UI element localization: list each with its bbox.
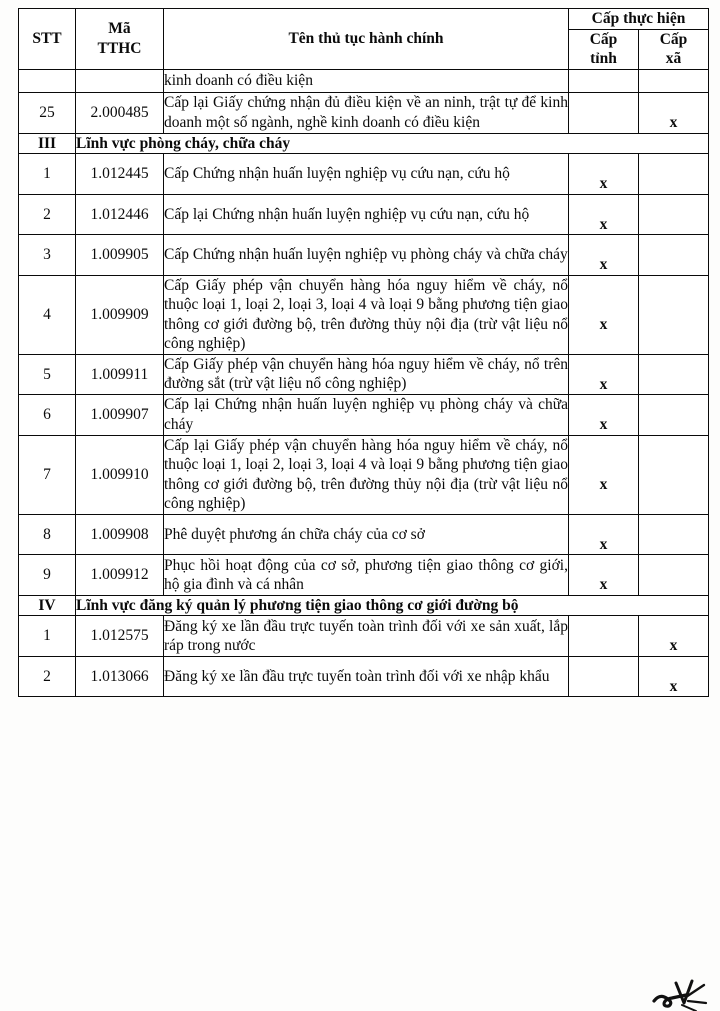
table-body — [19, 69, 709, 697]
cell-cap-xa-mark — [639, 354, 709, 395]
cell-ma-tthc: 1.009908 — [76, 514, 164, 555]
cell-ten-thu-tuc: Phục hồi hoạt động của cơ sở, phương tiện giao thông cơ giới, hộ gia đình và cá nhân — [164, 555, 569, 596]
cell-cap-tinh-mark: x — [569, 514, 639, 555]
cell-ma-tthc: 1.009912 — [76, 555, 164, 596]
header-cap-thuc-hien: Cấp thực hiện — [569, 9, 709, 30]
table-container — [18, 8, 708, 697]
cell-ma-tthc: 1.013066 — [76, 656, 164, 697]
table-row — [19, 435, 709, 514]
table-row — [19, 93, 709, 134]
cell-cap-xa-mark: x — [639, 656, 709, 697]
cell-ten-thu-tuc: Cấp Giấy phép vận chuyển hàng hóa nguy hiểm về cháy, nổ trên đường sắt (trừ vật liệu nổ công nghiệp) — [164, 354, 569, 395]
cell-ten-thu-tuc: Đăng ký xe lần đầu trực tuyến toàn trình đối với xe nhập khẩu — [164, 656, 569, 697]
section-row — [19, 595, 709, 616]
table-row — [19, 656, 709, 697]
table-row — [19, 194, 709, 235]
table-header — [19, 9, 709, 70]
cell-ten-thu-tuc: Cấp Chứng nhận huấn luyện nghiệp vụ phòng cháy và chữa cháy — [164, 235, 569, 276]
cell-cap-tinh-mark: x — [569, 555, 639, 596]
header-stt: STT — [19, 9, 76, 70]
header-ma-tthc — [76, 9, 164, 70]
table-row — [19, 354, 709, 395]
table-row — [19, 555, 709, 596]
cell-ma-tthc: 1.009909 — [76, 275, 164, 354]
cell-stt: 2 — [19, 194, 76, 235]
cell-stt: 5 — [19, 354, 76, 395]
cell-cap-tinh-mark: x — [569, 154, 639, 195]
cell-stt: 8 — [19, 514, 76, 555]
header-cap-tinh-line1: Cấp — [589, 30, 618, 48]
cell-ten-thu-tuc: Cấp lại Chứng nhận huấn luyện nghiệp vụ cứu nạn, cứu hộ — [164, 194, 569, 235]
cell-ma-tthc: 1.009905 — [76, 235, 164, 276]
table-row — [19, 275, 709, 354]
table-row — [19, 616, 709, 657]
header-cap-xa-line2: xã — [665, 50, 682, 68]
cell-cap-xa-mark — [639, 275, 709, 354]
cell-stt: 3 — [19, 235, 76, 276]
cell-ten-thu-tuc: kinh doanh có điều kiện — [164, 69, 569, 93]
cell-cap-xa-mark — [639, 435, 709, 514]
cell-cap-xa-mark — [639, 395, 709, 436]
section-title: Lĩnh vực đăng ký quản lý phương tiện giao thông cơ giới đường bộ — [76, 595, 709, 616]
header-cap-xa — [639, 29, 709, 69]
section-title: Lĩnh vực phòng cháy, chữa cháy — [76, 133, 709, 154]
cell-ma-tthc: 1.012575 — [76, 616, 164, 657]
cell-ma-tthc: 1.012446 — [76, 194, 164, 235]
cell-ten-thu-tuc: Cấp Chứng nhận huấn luyện nghiệp vụ cứu nạn, cứu hộ — [164, 154, 569, 195]
section-roman-numeral: III — [19, 133, 76, 154]
cell-stt: 1 — [19, 154, 76, 195]
cell-cap-tinh-mark — [569, 69, 639, 93]
table-row — [19, 235, 709, 276]
cell-cap-xa-mark — [639, 555, 709, 596]
header-ma-tthc-line1: Mã — [108, 20, 131, 38]
header-cap-tinh — [569, 29, 639, 69]
table-row — [19, 514, 709, 555]
cell-ten-thu-tuc: Đăng ký xe lần đầu trực tuyến toàn trình đối với xe sản xuất, lắp ráp trong nước — [164, 616, 569, 657]
cell-stt — [19, 69, 76, 93]
cell-ma-tthc — [76, 69, 164, 93]
cell-cap-tinh-mark — [569, 656, 639, 697]
cell-cap-tinh-mark: x — [569, 435, 639, 514]
handwritten-ink-mark-icon — [646, 967, 710, 1011]
cell-cap-tinh-mark — [569, 616, 639, 657]
header-row-top — [19, 9, 709, 30]
cell-cap-tinh-mark: x — [569, 395, 639, 436]
table-row — [19, 395, 709, 436]
cell-stt: 25 — [19, 93, 76, 134]
cell-ma-tthc: 1.009910 — [76, 435, 164, 514]
cell-cap-xa-mark — [639, 154, 709, 195]
cell-cap-tinh-mark: x — [569, 235, 639, 276]
cell-cap-xa-mark — [639, 235, 709, 276]
cell-stt: 4 — [19, 275, 76, 354]
table-row-continuation — [19, 69, 709, 93]
cell-ma-tthc: 1.012445 — [76, 154, 164, 195]
section-roman-numeral: IV — [19, 595, 76, 616]
cell-ma-tthc: 1.009911 — [76, 354, 164, 395]
cell-stt: 2 — [19, 656, 76, 697]
cell-stt: 9 — [19, 555, 76, 596]
cell-ma-tthc: 1.009907 — [76, 395, 164, 436]
cell-stt: 6 — [19, 395, 76, 436]
section-row — [19, 133, 709, 154]
cell-cap-xa-mark: x — [639, 616, 709, 657]
cell-ma-tthc: 2.000485 — [76, 93, 164, 134]
cell-ten-thu-tuc: Cấp lại Giấy chứng nhận đủ điều kiện về an ninh, trật tự để kinh doanh một số ngành, nghề kinh doanh có điều kiện — [164, 93, 569, 134]
header-cap-xa-line1: Cấp — [659, 30, 688, 48]
cell-cap-xa-mark — [639, 69, 709, 93]
header-ma-tthc-line2: TTHC — [97, 39, 142, 57]
cell-ten-thu-tuc: Phê duyệt phương án chữa cháy của cơ sở — [164, 514, 569, 555]
header-ten-thu-tuc: Tên thủ tục hành chính — [164, 9, 569, 70]
cell-cap-tinh-mark: x — [569, 194, 639, 235]
cell-cap-tinh-mark: x — [569, 275, 639, 354]
cell-ten-thu-tuc: Cấp Giấy phép vận chuyển hàng hóa nguy hiểm về cháy, nổ thuộc loại 1, loại 2, loại 3, loại 4 và loại 9 bằng phương tiện giao thông cơ giới đường bộ, trên đường thủy nội địa (trừ vật liệu nổ công nghiệp) — [164, 275, 569, 354]
cell-cap-xa-mark — [639, 194, 709, 235]
cell-ten-thu-tuc: Cấp lại Giấy phép vận chuyển hàng hóa nguy hiểm về cháy, nổ thuộc loại 1, loại 2, loại 3, loại 4 và loại 9 bằng phương tiện giao thông cơ giới đường bộ, trên đường thủy nội địa (trừ vật liệu nổ công nghiệp) — [164, 435, 569, 514]
administrative-procedures-table — [18, 8, 709, 697]
cell-cap-tinh-mark: x — [569, 354, 639, 395]
cell-stt: 1 — [19, 616, 76, 657]
table-row — [19, 154, 709, 195]
header-cap-tinh-line2: tỉnh — [590, 50, 617, 68]
cell-cap-xa-mark — [639, 514, 709, 555]
cell-stt: 7 — [19, 435, 76, 514]
cell-cap-xa-mark: x — [639, 93, 709, 134]
cell-ten-thu-tuc: Cấp lại Chứng nhận huấn luyện nghiệp vụ phòng cháy và chữa cháy — [164, 395, 569, 436]
cell-cap-tinh-mark — [569, 93, 639, 134]
